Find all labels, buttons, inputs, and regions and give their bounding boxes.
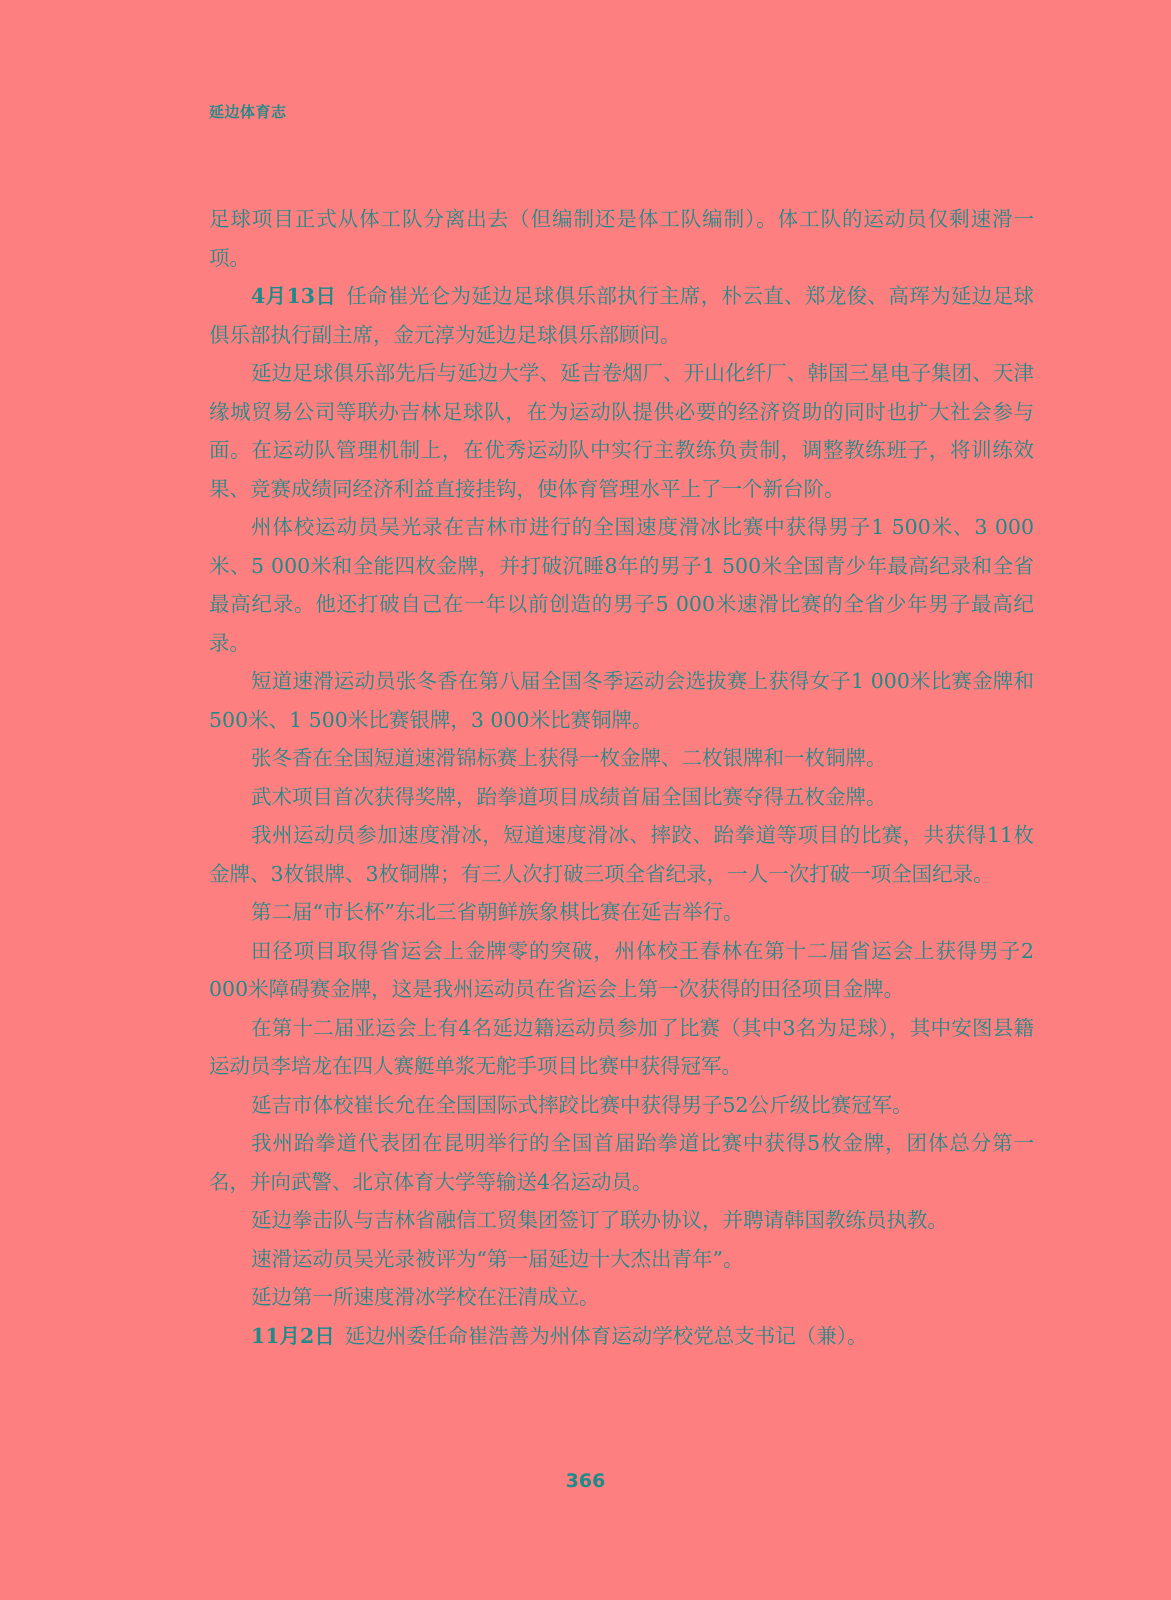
paragraph-text: 我州跆拳道代表团在昆明举行的全国首届跆拳道比赛中获得5枚金牌，团体总分第一名，并向武警、北京体育大学等输送4名运动员。	[209, 1131, 1034, 1194]
paragraph-text: 我州运动员参加速度滑冰，短道速度滑冰、摔跤、跆拳道等项目的比赛，共获得11枚金牌、3枚银牌、3枚铜牌；有三人次打破三项全省纪录，一人一次打破一项全国纪录。	[209, 823, 1034, 886]
paragraph-6	[209, 739, 1034, 778]
paragraph-text: 延边拳击队与吉林省融信工贸集团签订了联办协议，并聘请韩国教练员执教。	[251, 1208, 948, 1232]
paragraph-12	[209, 1086, 1034, 1125]
paragraph-2	[209, 277, 1034, 354]
paragraph-text: 足球项目正式从体工队分离出去（但编制还是体工队编制）。体工队的运动员仅剩速滑一项。	[209, 207, 1034, 270]
paragraph-text: 第二届“市长杯”东北三省朝鲜族象棋比赛在延吉举行。	[251, 900, 744, 924]
paragraph-13	[209, 1124, 1034, 1201]
date-label: 11月2日	[251, 1323, 335, 1348]
paragraph-5	[209, 662, 1034, 739]
paragraph-text: 武术项目首次获得奖牌，跆拳道项目成绩首届全国比赛夺得五枚金牌。	[251, 784, 887, 809]
paragraph-text: 张冬香在全国短道速滑锦标赛上获得一枚金牌、二枚银牌和一枚铜牌。	[251, 746, 887, 770]
paragraph-text: 延边足球俱乐部先后与延边大学、延吉卷烟厂、开山化纤厂、韩国三星电子集团、天津缘城贸易公司等联办吉林足球队，在为运动队提供必要的经济资助的同时也扩大社会参与面。在运动队管理机制上，在优秀运动队中实行主教练负责制，调整教练班子，将训练效果、竞赛成绩同经济利益直接挂钩，使体育管理水平上了一个新台阶。	[209, 361, 1034, 501]
paragraph-8	[209, 816, 1034, 893]
paragraph-text: 延边州委任命崔浩善为州体育运动学校党总支书记（兼）。	[344, 1323, 868, 1348]
paragraph-16	[209, 1278, 1034, 1317]
paragraph-text: 延吉市体校崔长允在全国国际式摔跤比赛中获得男子52公斤级比赛冠军。	[251, 1092, 913, 1117]
paragraph-text: 在第十二届亚运会上有4名延边籍运动员参加了比赛（其中3名为足球），其中安图县籍运动员李培龙在四人赛艇单浆无舵手项目比赛中获得冠军。	[209, 1015, 1034, 1078]
paragraph-text: 短道速滑运动员张冬香在第八届全国冬季运动会选拔赛上获得女子1 000米比赛金牌和500米、1 500米比赛银牌，3 000米比赛铜牌。	[209, 669, 1034, 732]
running-header: 延边体育志	[209, 103, 287, 121]
paragraph-7	[209, 778, 1034, 817]
paragraph-17	[209, 1317, 1034, 1356]
paragraph-3	[209, 354, 1034, 508]
paragraph-1	[209, 200, 1034, 277]
paragraph-11	[209, 1009, 1034, 1086]
paragraph-text: 延边第一所速度滑冰学校在汪清成立。	[251, 1285, 600, 1309]
paragraph-text: 田径项目取得省运会上金牌零的突破，州体校王春林在第十二届省运会上获得男子2 000米障碍赛金牌，这是我州运动员在省运会上第一次获得的田径项目金牌。	[209, 938, 1034, 1001]
paragraph-15	[209, 1240, 1034, 1279]
date-label: 4月13日	[251, 284, 337, 308]
paragraph-9	[209, 893, 1034, 932]
page-number: 366	[565, 1470, 606, 1492]
paragraph-text: 速滑运动员吴光录被评为“第一届延边十大杰出青年”。	[251, 1246, 744, 1271]
paragraph-4	[209, 508, 1034, 662]
paragraph-10	[209, 932, 1034, 1009]
paragraph-14	[209, 1201, 1034, 1240]
paragraph-text: 任命崔光仑为延边足球俱乐部执行主席，朴云直、郑龙俊、高珲为延边足球俱乐部执行副主席，金元淳为延边足球俱乐部顾问。	[209, 284, 1034, 347]
paragraph-text: 州体校运动员吴光录在吉林市进行的全国速度滑冰比赛中获得男子1 500米、3 000米、5 000米和全能四枚金牌，并打破沉睡8年的男子1 500米全国青少年最高纪录和全省最高纪录。他还打破自己在一年以前创造的男子5 000米速滑比赛的全省少年男子最高纪录。	[209, 515, 1034, 655]
body-text	[209, 200, 1034, 1355]
